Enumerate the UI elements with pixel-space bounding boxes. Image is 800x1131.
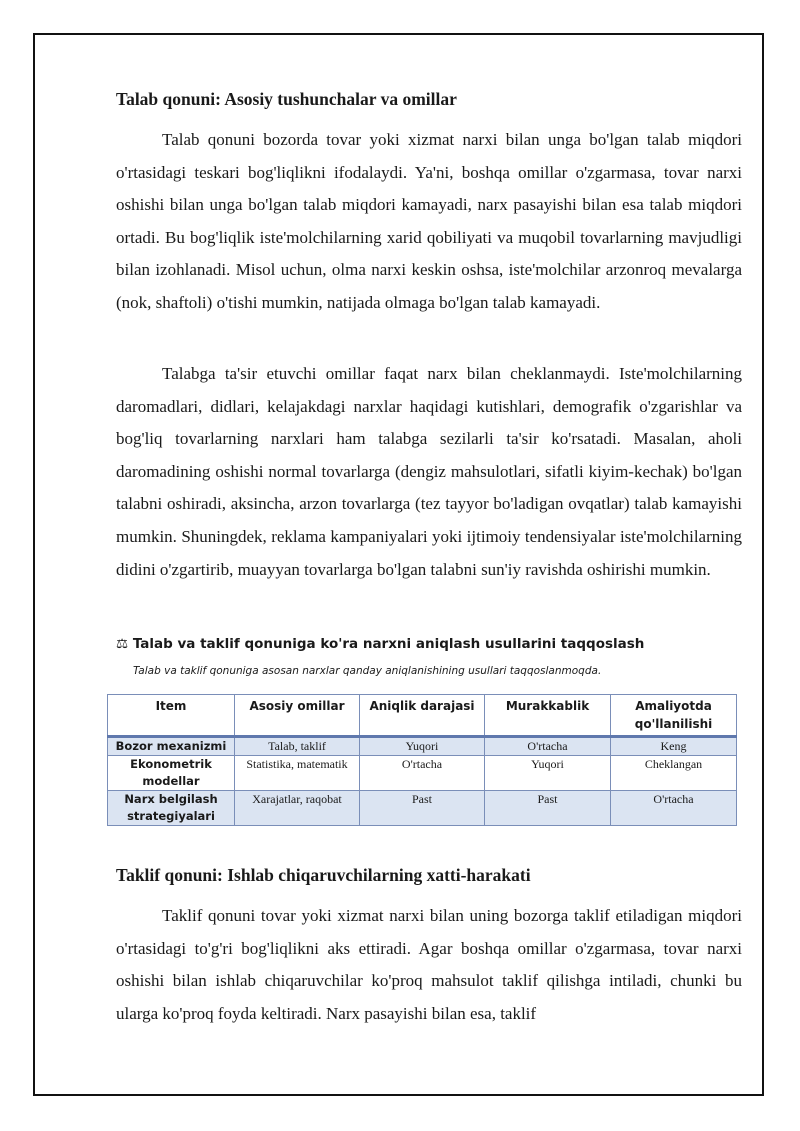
table-cell: Ekonometrik modellar: [108, 756, 235, 791]
table-cell: Yuqori: [360, 737, 485, 756]
paragraph: Taklif qonuni tovar yoki xizmat narxi bilan uning bozorga taklif etiladigan miqdori o'rtasidagi to'g'ri bog'liqlikni aks ettiradi. Agar boshqa omillar o'zgarmasa, tovar narxi oshishi bilan ishlab chiqaruvchilar ko'proq mahsulot taklif qilishga intiladi, chunki bu ularga ko'proq foyda keltiradi. Narx pasayishi bilan esa, taklif: [116, 906, 742, 1023]
comparison-table: [107, 694, 737, 826]
table-cell: Narx belgilash strategiyalari: [108, 791, 235, 826]
table-cell: Past: [485, 791, 611, 826]
table-header-cell: Asosiy omillar: [235, 695, 360, 737]
table-header-cell: Murakkablik: [485, 695, 611, 737]
table-cell: O'rtacha: [360, 756, 485, 791]
table-cell: O'rtacha: [485, 737, 611, 756]
table-title-text: Talab va taklif qonuniga ko'ra narxni aniqlash usullarini taqqoslash: [132, 636, 645, 652]
table-cell: Bozor mexanizmi: [108, 737, 235, 756]
scales-icon: ⚖: [116, 636, 129, 652]
table-caption: Talab va taklif qonuniga asosan narxlar qanday aniqlanishining usullari taqqoslanmoqda.: [133, 665, 602, 677]
table-cell: Xarajatlar, raqobat: [235, 791, 360, 826]
table-cell: Statistika, matematik: [235, 756, 360, 791]
table-row: [108, 791, 737, 826]
table-header-cell: Amaliyotda qo'llanilishi: [611, 695, 737, 737]
table-cell: Talab, taklif: [235, 737, 360, 756]
table-header-cell: Aniqlik darajasi: [360, 695, 485, 737]
table-row: [108, 737, 737, 756]
table-header-row: [108, 695, 737, 737]
table-cell: Cheklangan: [611, 756, 737, 791]
paragraph: Talab qonuni bozorda tovar yoki xizmat narxi bilan unga bo'lgan talab miqdori o'rtasidagi teskari bog'liqlikni ifodalaydi. Ya'ni, boshqa omillar o'zgarmasa, tovar narxi oshishi bilan unga bo'lgan talab miqdori kamayadi, narx pasayishi bilan esa talab miqdori ortadi. Bu bog'liqlik iste'molchilarning xarid qobiliyati va muqobil tovarlarning mavjudligi bilan izohlanadi. Misol uchun, olma narxi keskin oshsa, iste'molchilar arzonroq mevalarga (nok, shaftoli) o'tishi mumkin, natijada olmaga bo'lgan talab kamayadi.: [116, 130, 742, 312]
table-title: [116, 636, 644, 652]
table-cell: Keng: [611, 737, 737, 756]
table-cell: Yuqori: [485, 756, 611, 791]
table-cell: Past: [360, 791, 485, 826]
paragraph: Talabga ta'sir etuvchi omillar faqat narx bilan cheklanmaydi. Iste'molchilarning daromadlari, didlari, kelajakdagi narxlar haqidagi kutishlari, demografik o'zgarishlar va bog'liq tovarlarning narxlari ham talabga sezilarli ta'sir ko'rsatadi. Masalan, aholi daromadining oshishi normal tovarlarga (dengiz mahsulotlari, sifatli kiyim-kechak) bo'lgan talabni oshiradi, aksincha, arzon tovarlarga (tez tayyor bo'ladigan ovqatlar) talab kamayishi mumkin. Shuningdek, reklama kampaniyalari yoki ijtimoiy tendensiyalar iste'molchilarning didini o'zgartirib, muayyan tovarlarga bo'lgan talabni sun'iy ravishda oshirishi mumkin.: [116, 364, 742, 579]
section-heading-talab: Talab qonuni: Asosiy tushunchalar va omillar: [116, 89, 457, 109]
table-header-cell: Item: [108, 695, 235, 737]
table-cell: O'rtacha: [611, 791, 737, 826]
section-heading-taklif: Taklif qonuni: Ishlab chiqaruvchilarning xatti-harakati: [116, 865, 531, 885]
table-row: [108, 756, 737, 791]
